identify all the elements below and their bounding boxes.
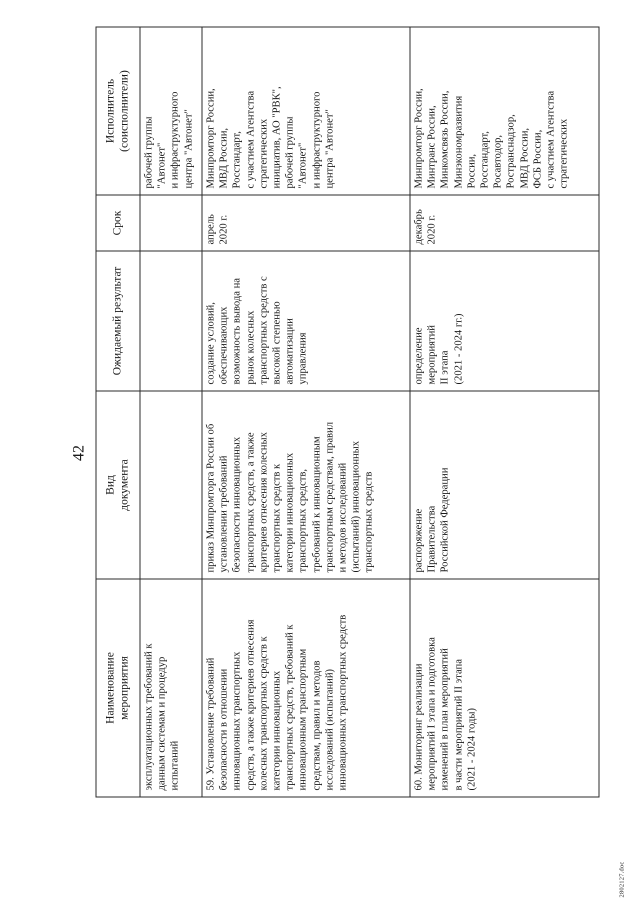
row-2-doc-type: распоряжение Правительства Российской Федерации [410, 391, 599, 579]
table-row [140, 27, 202, 797]
row-0-result [140, 251, 202, 391]
row-0-executor: рабочей группы "Автонет" и инфраструктурного центра "Автонет" [140, 27, 202, 195]
row-2-term: декабрь 2020 г. [410, 195, 599, 251]
row-1-doc-type: приказ Минпромторга России об установлении требований безопасности инновационных транспортных средств, а также критериев отнесения колесных транспортных средств к категории инновационных транспортных средств, требований к инновационным транспортным средствам, правил и методов исследований (испытаний) инновационных транспортных средств [202, 391, 410, 579]
table-row [202, 27, 410, 797]
row-0-term [140, 195, 202, 251]
table-header-row [96, 27, 140, 797]
header-term: Срок [96, 195, 140, 251]
row-1-name: 59. Установление требований безопасности в отношении инновационных транспортных средств, а также критериев отнесения колесных транспортных средств к категории инновационных транспортных средств, требований к инновационным транспортным средствам, правил и методов исследований (испытаний) инновационных транспортных средств [202, 579, 410, 797]
page-number: 42 [70, 444, 87, 461]
header-executor: Исполнитель (соисполнители) [96, 27, 140, 195]
row-2-result: определение мероприятий II этапа (2021 - 2024 гг.) [410, 251, 599, 391]
header-result: Ожидаемый результат [96, 251, 140, 391]
row-0-doc-type [140, 391, 202, 579]
row-1-term: апрель 2020 г. [202, 195, 410, 251]
document-id: 2802127.doc [618, 861, 625, 897]
action-plan-table [95, 26, 599, 797]
row-1-executor: Минпромторг России, МВД России, Росстандарт, с участием Агентства стратегических инициатив, АО "РВК", рабочей группы "Автонет" и инфраструктурного центра "Автонет" [202, 27, 410, 195]
header-name: Наименование мероприятия [96, 579, 140, 797]
row-2-name: 60. Мониторинг реализации мероприятий I этапа и подготовка изменений в план мероприятий в части мероприятий II этапа (2021 - 2024 годы) [410, 579, 599, 797]
row-2-executor: Минпромторг России, Минтранс России, Минкомсвязь России, Минэкономразвития России, Росстандарт, Росавтодор, Ространснадзор, МВД России, ФСБ России, с участием Агентства стратегических [410, 27, 599, 195]
header-doc-type: Вид документа [96, 391, 140, 579]
table-row [410, 27, 599, 797]
row-0-name: эксплуатационных требований к данным системам и процедур испытаний [140, 579, 202, 797]
row-1-result: создание условий, обеспечивающих возможность вывода на рынок колесных транспортных средств с высокой степенью автоматизации управления [202, 251, 410, 391]
